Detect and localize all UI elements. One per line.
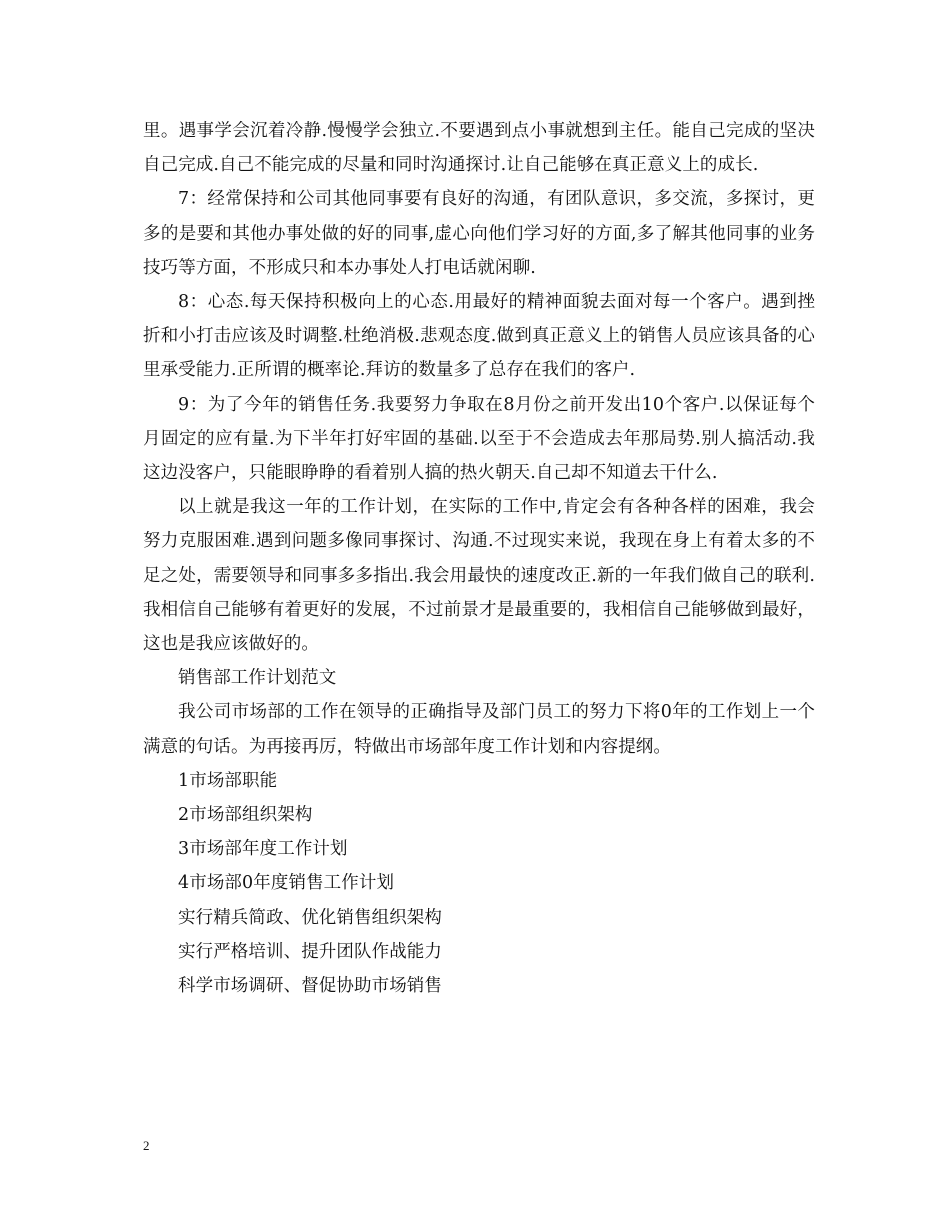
paragraph-summary: 以上就是我这一年的工作计划，在实际的工作中,肯定会有各种各样的困难，我会努力克服困难.遇到问题多像同事探讨、沟通.不过现实来说，我现在身上有着太多的不足之处，需要领导和同事多多指出.我会用最快的速度改正.新的一年我们做自己的联利.我相信自己能够有着更好的发展，不过前景才是最重要的，我相信自己能够做到最好，这也是我应该做好的。 [143,497,815,655]
paragraph-item-8: 8：心态.每天保持积极向上的心态.用最好的精神面貌去面对每一个客户。遇到挫折和小打击应该及时调整.杜绝消极.悲观态度.做到真正意义上的销售人员应该具备的心里承受能力.正所谓的概率论.拜访的数量多了总存在我们的客户. [143,292,815,381]
outline-item: 实行精兵简政、优化销售组织架构 [178,907,442,928]
outline-item: 4市场部0年度销售工作计划 [178,873,395,894]
outline-item: 2市场部组织架构 [178,805,313,826]
section-heading: 销售部工作计划范文 [178,668,337,689]
outline-item: 科学市场调研、督促协助市场销售 [178,976,442,997]
outline-item: 1市场部职能 [178,770,278,791]
paragraph-intro: 我公司市场部的工作在领导的正确指导及部门员工的努力下将0年的工作划上一个满意的句话。为再接再厉，特做出市场部年度工作计划和内容提纲。 [143,702,815,757]
paragraph-item-7: 7：经常保持和公司其他同事要有良好的沟通，有团队意识，多交流，多探讨，更多的是要和其他办事处做的好的同事,虚心向他们学习好的方面,多了解其他同事的业务技巧等方面，不形成只和本办事处人打电话就闲聊. [143,189,815,278]
outline-item: 3市场部年度工作计划 [178,839,348,860]
paragraph-item-9: 9：为了今年的销售任务.我要努力争取在8月份之前开发出10个客户.以保证每个月固定的应有量.为下半年打好牢固的基础.以至于不会造成去年那局势.别人搞活动.我这边没客户，只能眼睁睁的看着别人搞的热火朝天.自己却不知道去干什么. [143,394,815,484]
document-body [143,114,815,1003]
outline-item: 实行严格培训、提升团队作战能力 [178,941,442,962]
paragraph-continued: 里。遇事学会沉着冷静.慢慢学会独立.不要遇到点小事就想到主任。能自己完成的坚决自己完成.自己不能完成的尽量和同时沟通探讨.让自己能够在真正意义上的成长. [143,121,815,176]
page-number: 2 [143,1138,150,1153]
